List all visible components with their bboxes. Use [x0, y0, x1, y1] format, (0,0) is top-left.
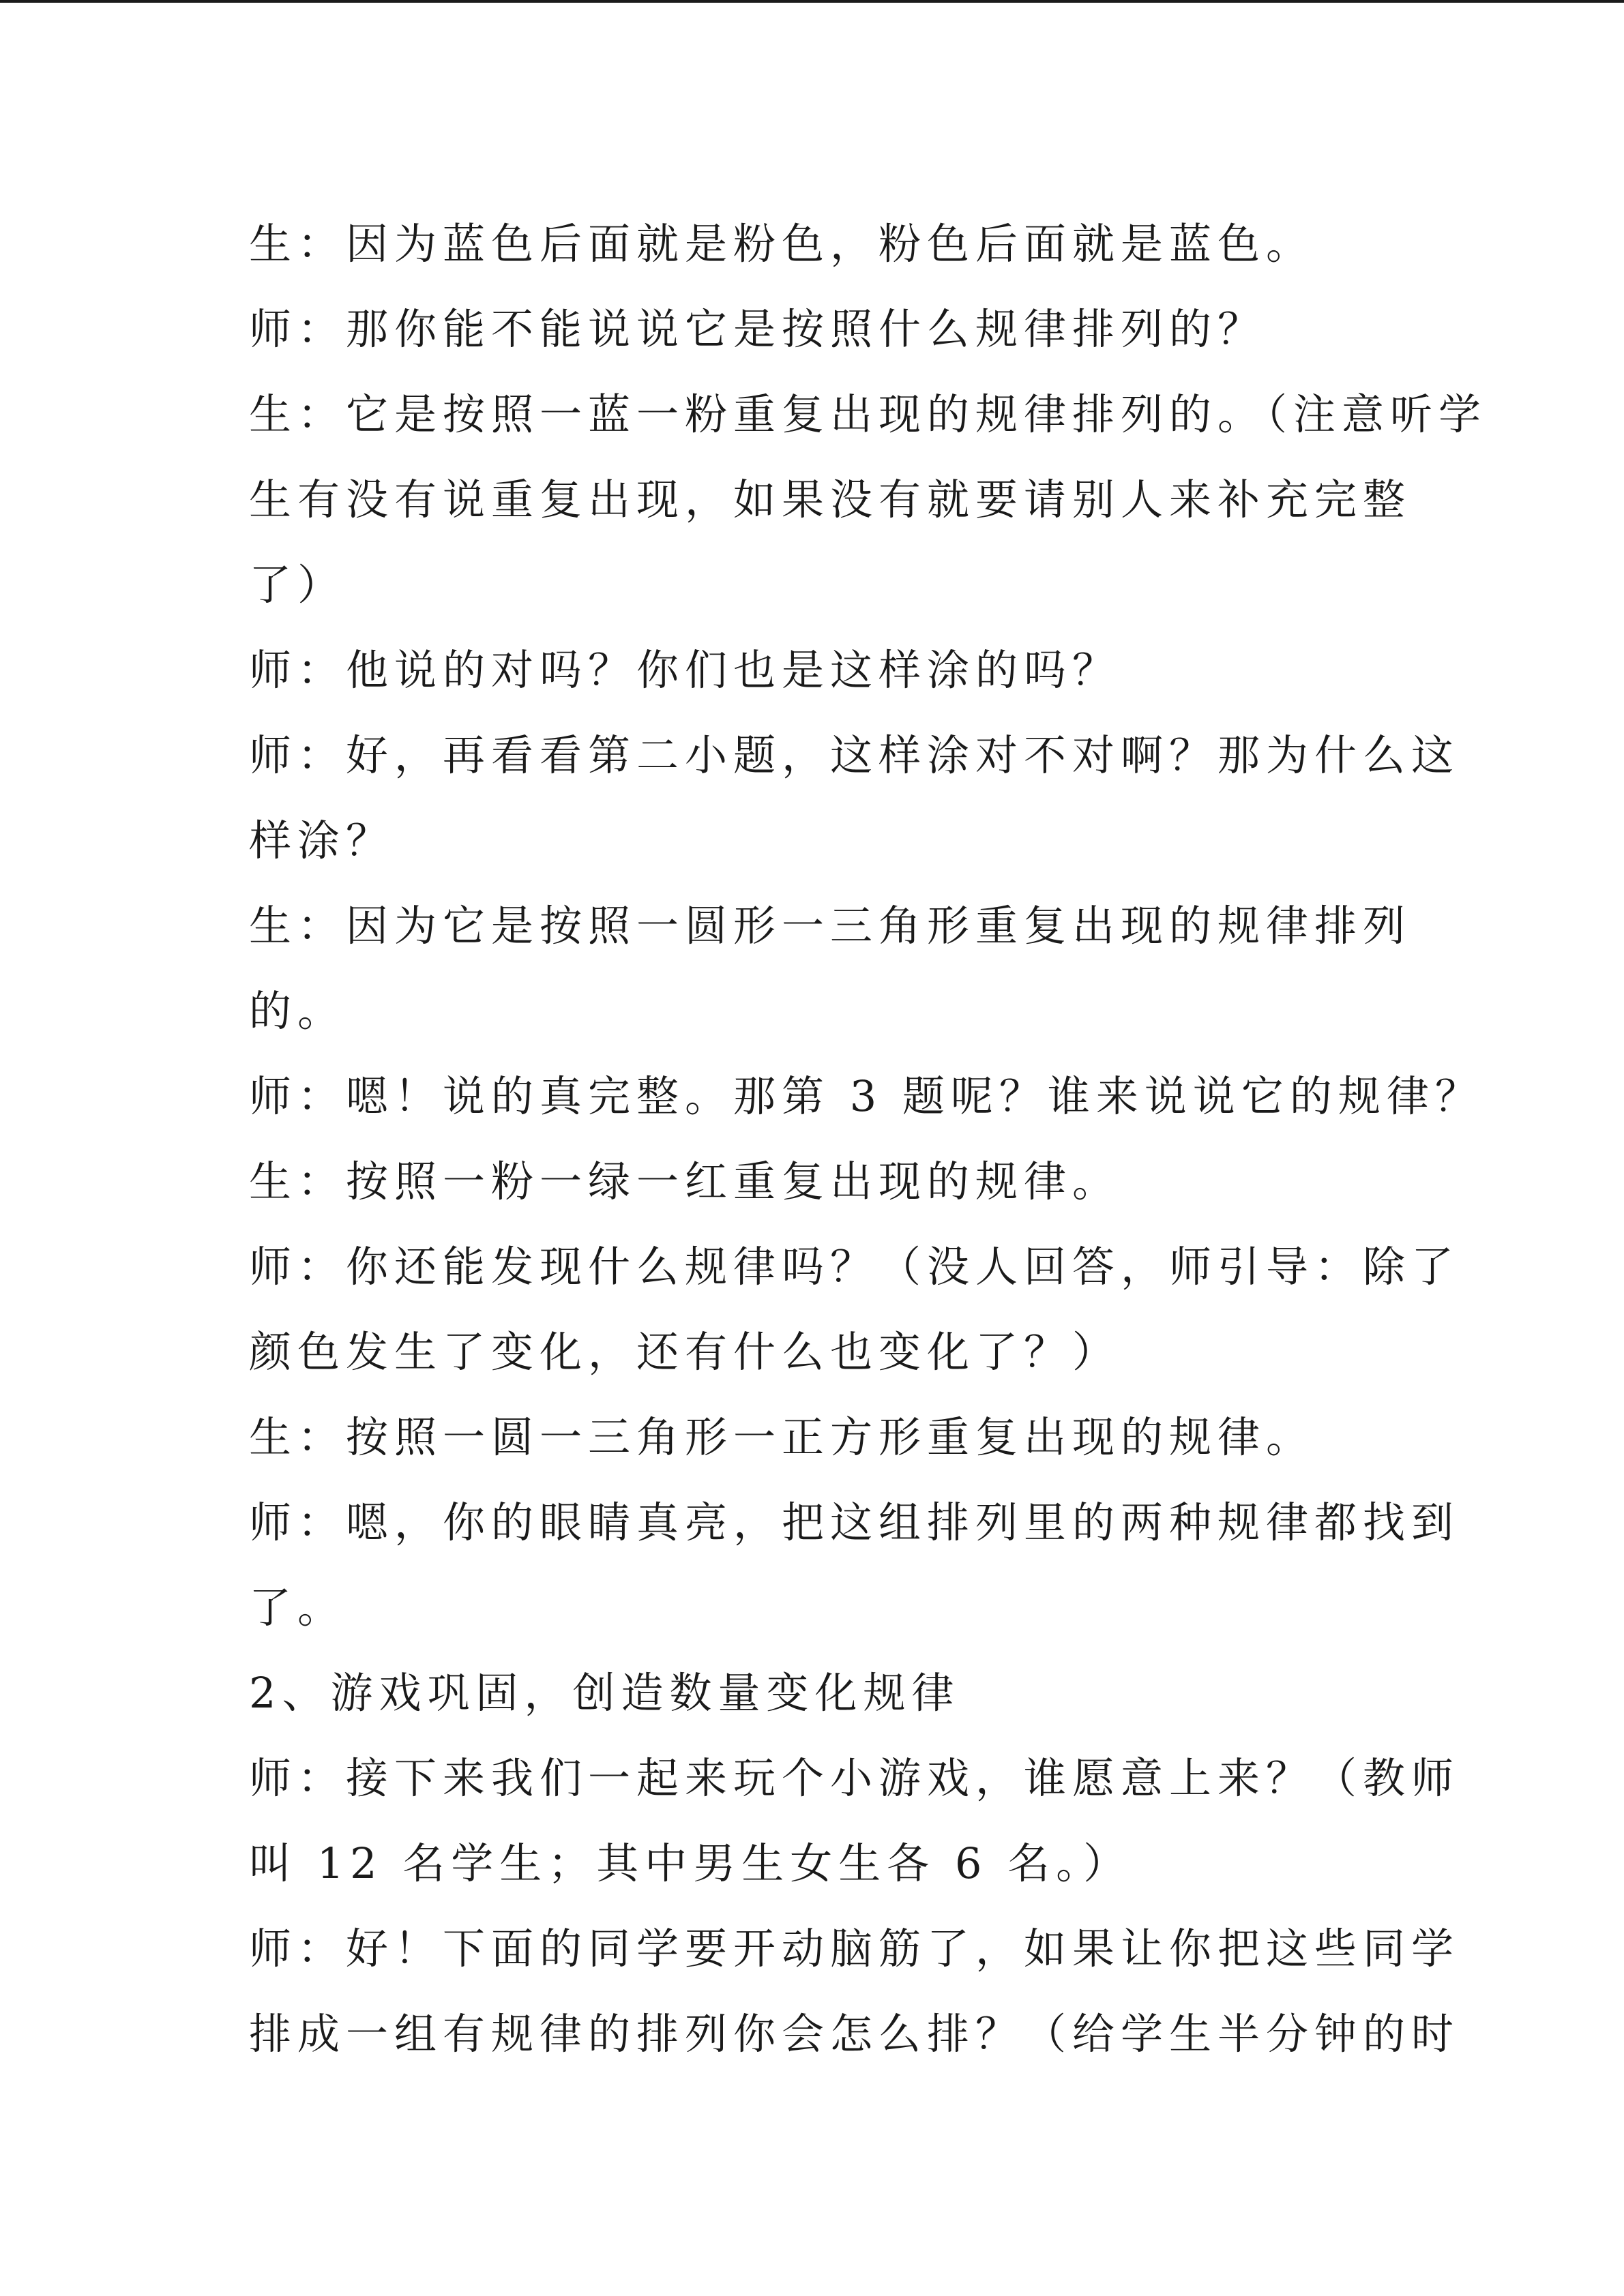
text-line: 生有没有说重复出现，如果没有就要请别人来补充完整 — [249, 475, 1412, 524]
text-line: 排成一组有规律的排列你会怎么排？（给学生半分钟的时 — [249, 2009, 1460, 2059]
text-line: 师：好！下面的同学要开动脑筋了，如果让你把这些同学 — [249, 1924, 1460, 1973]
text-line: 师：好，再看看第二小题，这样涂对不对啊？那为什么这 — [249, 730, 1460, 780]
document-page — [249, 201, 1488, 2076]
text-line: 师：接下来我们一起来玩个小游戏，谁愿意上来？（教师 — [249, 1753, 1460, 1803]
text-line: 生：按照一圆一三角形一正方形重复出现的规律。 — [249, 1412, 1315, 1462]
text-line: 师：嗯，你的眼睛真亮，把这组排列里的两种规律都找到 — [249, 1497, 1460, 1547]
text-line: 叫 12 名学生；其中男生女生各 6 名。） — [249, 1838, 1132, 1888]
text-line: 的。 — [249, 986, 346, 1036]
top-border-rule — [0, 0, 1624, 3]
section-heading: 2、游戏巩固，创造数量变化规律 — [249, 1668, 960, 1718]
text-line: 师：那你能不能说说它是按照什么规律排列的？ — [249, 304, 1267, 354]
text-line: 样涂？ — [249, 816, 395, 865]
text-line: 生：因为它是按照一圆形一三角形重复出现的规律排列 — [249, 901, 1412, 951]
text-line: 师：你还能发现什么规律吗？（没人回答，师引导：除了 — [249, 1242, 1460, 1292]
text-line: 颜色发生了变化，还有什么也变化了？） — [249, 1327, 1121, 1377]
text-line: 了。 — [249, 1583, 346, 1632]
text-line: 生：它是按照一蓝一粉重复出现的规律排列的。（注意听学 — [249, 389, 1488, 439]
text-line: 生：按照一粉一绿一红重复出现的规律。 — [249, 1157, 1121, 1206]
text-line: 师：嗯！说的真完整。那第 3 题呢？谁来说说它的规律？ — [249, 1071, 1483, 1121]
text-line: 师：他说的对吗？你们也是这样涂的吗？ — [249, 645, 1121, 695]
text-line: 生：因为蓝色后面就是粉色，粉色后面就是蓝色。 — [249, 219, 1315, 269]
text-line: 了） — [249, 560, 346, 610]
